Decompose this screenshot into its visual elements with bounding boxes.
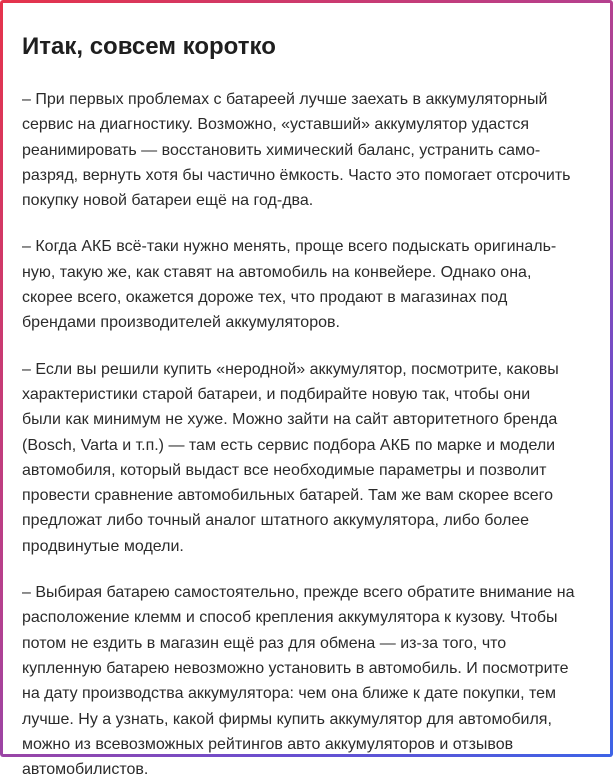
summary-paragraph-2: – Когда АКБ всё-таки нужно менять, проще всего подыскать оригиналь- ную, такую же, как ставят на автомобиль на конвейере. Однако она, скорее всего, окажется дороже тех, что продают в магазинах под брендами производителей аккумуляторов. <box>22 238 557 332</box>
summary-title: Итак, совсем коротко <box>22 33 276 60</box>
summary-paragraph-1: – При первых проблемах с батареей лучше заехать в аккумуляторный сервис на диагностику. Возможно, «уставший» аккумулятор удастся реанимировать — восстановить химический баланс, устранить само- разряд, вернуть хотя бы частично ёмкость. Часто это помогает отсрочить покупку новой батареи ещё на год-два. <box>22 91 571 210</box>
summary-paragraph-3: – Если вы решили купить «неродной» аккумулятор, посмотрите, каковы характеристики старой батареи, и подбирайте новую так, чтобы они были как минимум не хуже. Можно зайти на сайт авторитетного бренда (Bosch, Varta и т.п.) — там есть сервис подбора АКБ по марке и модели автомобиля, который выдаст все необходимые параметры и позволит провести сравнение автомобильных батарей. Там же вам скорее всего предложат либо точный аналог штатного аккумулятора, либо более продвинутые модели. <box>22 360 559 555</box>
summary-content <box>22 31 600 782</box>
summary-paragraph-4: – Выбирая батарею самостоятельно, прежде всего обратите внимание на расположение клемм и способ крепления аккумулятора к кузову. Чтобы потом не ездить в магазин ещё раз для обмена — из-за того, что купленную батарею невозможно установить в автомобиль. И посмотрите на дату производства аккумулятора: чем она ближе к дате покупки, тем лучше. Ну а узнать, какой фирмы купить аккумулятор для автомобиля, можно из всевозможных рейтингов авто аккумуляторов и отзывов автомобилистов. <box>22 584 575 779</box>
